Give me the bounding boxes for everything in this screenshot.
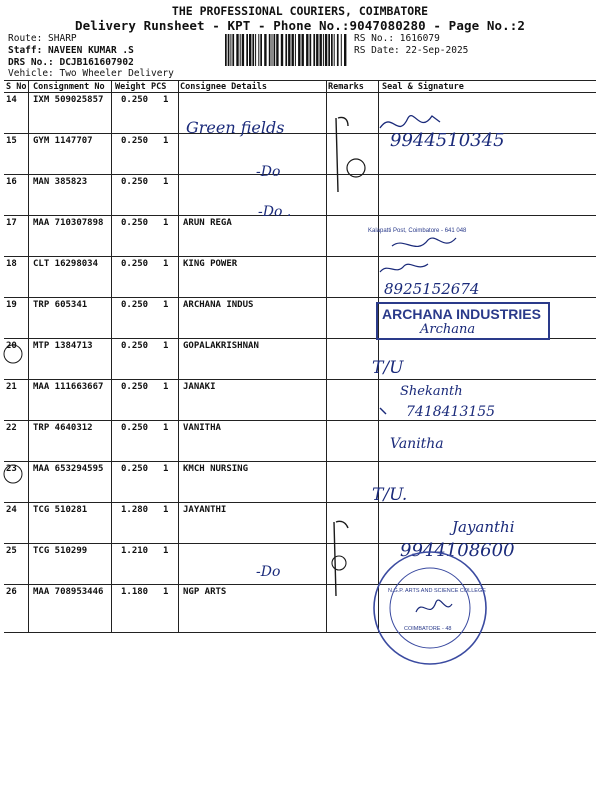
company-title: THE PROFESSIONAL COURIERS, COIMBATORE (171, 4, 429, 18)
barcode-bar (281, 34, 283, 66)
signature-scribble (416, 600, 452, 612)
barcode-bar (292, 34, 294, 66)
row-pcs: 1 (163, 259, 169, 269)
row-divider (4, 297, 596, 298)
handwriting-phone: 9944108600 (400, 540, 515, 561)
barcode-bar (264, 34, 266, 66)
row-weight: 0.250 (121, 177, 149, 187)
barcode-bar (225, 34, 227, 66)
row-consignment: TCG 510281 (33, 505, 88, 515)
barcode (225, 34, 350, 66)
row-sno: 20 (6, 341, 17, 351)
drs-label: DRS No.: DCJB161607902 (8, 57, 134, 68)
row-pcs: 1 (163, 546, 169, 556)
header-bottom-line (4, 92, 596, 93)
barcode-bar (306, 34, 308, 66)
row-sno: 22 (6, 423, 17, 433)
col-divider (326, 80, 327, 632)
barcode-bar (337, 34, 339, 66)
barcode-bar (252, 34, 254, 66)
handwriting-signature: Vanitha (390, 436, 444, 452)
row-divider (4, 420, 596, 421)
barcode-bar (320, 34, 322, 66)
row-divider (4, 461, 596, 462)
handwriting-signature: Jayanthi (452, 518, 515, 536)
barcode-bar (240, 34, 241, 66)
row-consignment: TRP 4640312 (33, 423, 93, 433)
row-divider (4, 632, 596, 633)
row-weight: 1.210 (121, 546, 149, 556)
row-sno: 18 (6, 259, 17, 269)
table-top-line (4, 80, 596, 81)
row-consignment: GYM 1147707 (33, 136, 93, 146)
barcode-bar (331, 34, 333, 66)
col-consignment: Consignment No (33, 82, 105, 92)
row-sno: 24 (6, 505, 17, 515)
barcode-bar (313, 34, 315, 66)
barcode-bar (246, 34, 248, 66)
barcode-bar (260, 34, 262, 66)
row-consignee: ARCHANA INDUS (183, 300, 254, 310)
barcode-bar (269, 34, 271, 66)
row-sno: 16 (6, 177, 17, 187)
barcode-bar (232, 34, 234, 66)
barcode-bar (285, 34, 287, 66)
barcode-bar (341, 34, 342, 66)
row-weight: 0.250 (121, 95, 149, 105)
handwriting-ditto: -Do (256, 164, 281, 180)
barcode-bar (236, 34, 238, 66)
row-weight: 0.250 (121, 423, 149, 433)
rs-date: RS Date: 22-Sep-2025 (354, 45, 469, 56)
signature-scribble (380, 264, 428, 272)
row-pcs: 1 (163, 300, 169, 310)
row-weight: 0.250 (121, 300, 149, 310)
barcode-bar (274, 34, 276, 66)
barcode-bar (228, 34, 230, 66)
handwriting-signature: Shekanth (400, 384, 463, 399)
row-pcs: 1 (163, 423, 169, 433)
barcode-bar (325, 34, 327, 66)
handwriting-tu: T/U (372, 358, 404, 378)
ngp-round-stamp (374, 552, 486, 664)
barcode-bar (334, 34, 335, 66)
row-divider (4, 215, 596, 216)
row-consignee: KMCH NURSING (183, 464, 249, 474)
row-pcs: 1 (163, 95, 169, 105)
col-seal-signature: Seal & Signature (382, 82, 464, 92)
col-remarks: Remarks (328, 82, 364, 92)
staff-label: Staff: NAVEEN KUMAR .S (8, 45, 134, 56)
row-consignment: MAN 385823 (33, 177, 88, 187)
row-pcs: 1 (163, 218, 169, 228)
row-weight: 1.280 (121, 505, 149, 515)
row-consignment: MTP 1384713 (33, 341, 93, 351)
row-sno: 15 (6, 136, 17, 146)
col-divider (111, 80, 112, 632)
row-weight: 0.250 (121, 259, 149, 269)
handwriting-phone: 7418413155 (406, 404, 496, 420)
row-weight: 0.250 (121, 464, 149, 474)
row-pcs: 1 (163, 505, 169, 515)
row-divider (4, 502, 596, 503)
row-consignee: JANAKI (183, 382, 216, 392)
barcode-bar (310, 34, 312, 66)
row-pcs: 1 (163, 587, 169, 597)
barcode-bar (258, 34, 259, 66)
row-weight: 0.250 (121, 136, 149, 146)
remarks-circle-mark (332, 556, 346, 570)
row-consignment: IXM 509025857 (33, 95, 104, 105)
row-sno: 21 (6, 382, 17, 392)
ngp-round-stamp-inner (390, 568, 470, 648)
handwriting-phone: 8925152674 (384, 280, 480, 298)
signature-scribble (380, 408, 386, 414)
row-consignee: VANITHA (183, 423, 221, 433)
row-consignee: NGP ARTS (183, 587, 227, 597)
kalapatti-stamp: Kalapatti Post, Coimbatore - 641 048 (368, 228, 467, 234)
row-divider (4, 256, 596, 257)
barcode-bar (295, 34, 296, 66)
barcode-bar (272, 34, 273, 66)
handwriting-phone: 9944510345 (390, 130, 505, 151)
barcode-bar (344, 34, 346, 66)
col-weight: Weight (115, 82, 146, 92)
row-consignee: KING POWER (183, 259, 238, 269)
row-consignee: GOPALAKRISHNAN (183, 341, 259, 351)
row-consignment: TRP 605341 (33, 300, 88, 310)
row-consignment: CLT 16298034 (33, 259, 99, 269)
handwriting-signature: Archana (420, 322, 476, 337)
runsheet-title: Delivery Runsheet - KPT - Phone No.:9047080280 - Page No.:2 (75, 18, 525, 33)
row-consignment: MAA 111663667 (33, 382, 104, 392)
barcode-bar (249, 34, 251, 66)
signature-scribble (380, 116, 440, 128)
row-pcs: 1 (163, 177, 169, 187)
row-sno: 25 (6, 546, 17, 556)
row-consignment: MAA 708953446 (33, 587, 104, 597)
barcode-bar (255, 34, 256, 66)
handwriting-consignee: Green fields (186, 118, 285, 137)
row-sno: 26 (6, 587, 17, 597)
handwriting-ditto: -Do (256, 564, 281, 580)
barcode-bar (298, 34, 300, 66)
row-pcs: 1 (163, 382, 169, 392)
row-divider (4, 174, 596, 175)
barcode-bar (323, 34, 324, 66)
row-sno: 17 (6, 218, 17, 228)
col-pcs: PCS (151, 82, 167, 92)
col-divider (178, 80, 179, 632)
row-pcs: 1 (163, 464, 169, 474)
row-pcs: 1 (163, 341, 169, 351)
rs-number: RS No.: 1616079 (354, 33, 440, 44)
row-pcs: 1 (163, 136, 169, 146)
handwriting-ditto: -Do . (258, 204, 292, 220)
barcode-bar (288, 34, 290, 66)
col-divider (378, 80, 379, 632)
row-weight: 0.250 (121, 218, 149, 228)
archana-stamp: ARCHANA INDUSTRIES (382, 306, 541, 322)
row-weight: 0.250 (121, 341, 149, 351)
row-weight: 1.180 (121, 587, 149, 597)
vehicle-label: Vehicle: Two Wheeler Delivery (8, 68, 174, 79)
row-consignee: JAYANTHI (183, 505, 227, 515)
row-consignee: ARUN REGA (183, 218, 232, 228)
barcode-bar (276, 34, 278, 66)
col-consignee: Consignee Details (180, 82, 267, 92)
row-divider (4, 133, 596, 134)
handwriting-tu: T/U. (372, 485, 408, 505)
row-sno: 23 (6, 464, 17, 474)
row-sno: 19 (6, 300, 17, 310)
barcode-bar (230, 34, 231, 66)
col-sno: S No (6, 82, 27, 92)
row-divider (4, 379, 596, 380)
col-divider (28, 80, 29, 632)
row-consignment: MAA 653294595 (33, 464, 104, 474)
row-divider (4, 584, 596, 585)
ngp-stamp-text: N.G.P. ARTS AND SCIENCE COLLEGE (388, 588, 486, 594)
route-label: Route: SHARP (8, 33, 77, 44)
signature-scribble (392, 238, 456, 246)
ngp-stamp-city: COIMBATORE - 48 (404, 626, 452, 632)
row-consignment: TCG 510299 (33, 546, 88, 556)
remarks-bracket-mark (336, 117, 348, 192)
row-sno: 14 (6, 95, 17, 105)
barcode-bar (328, 34, 330, 66)
barcode-bar (242, 34, 244, 66)
row-consignment: MAA 710307898 (33, 218, 104, 228)
row-weight: 0.250 (121, 382, 149, 392)
barcode-bar (316, 34, 318, 66)
barcode-bar (302, 34, 304, 66)
